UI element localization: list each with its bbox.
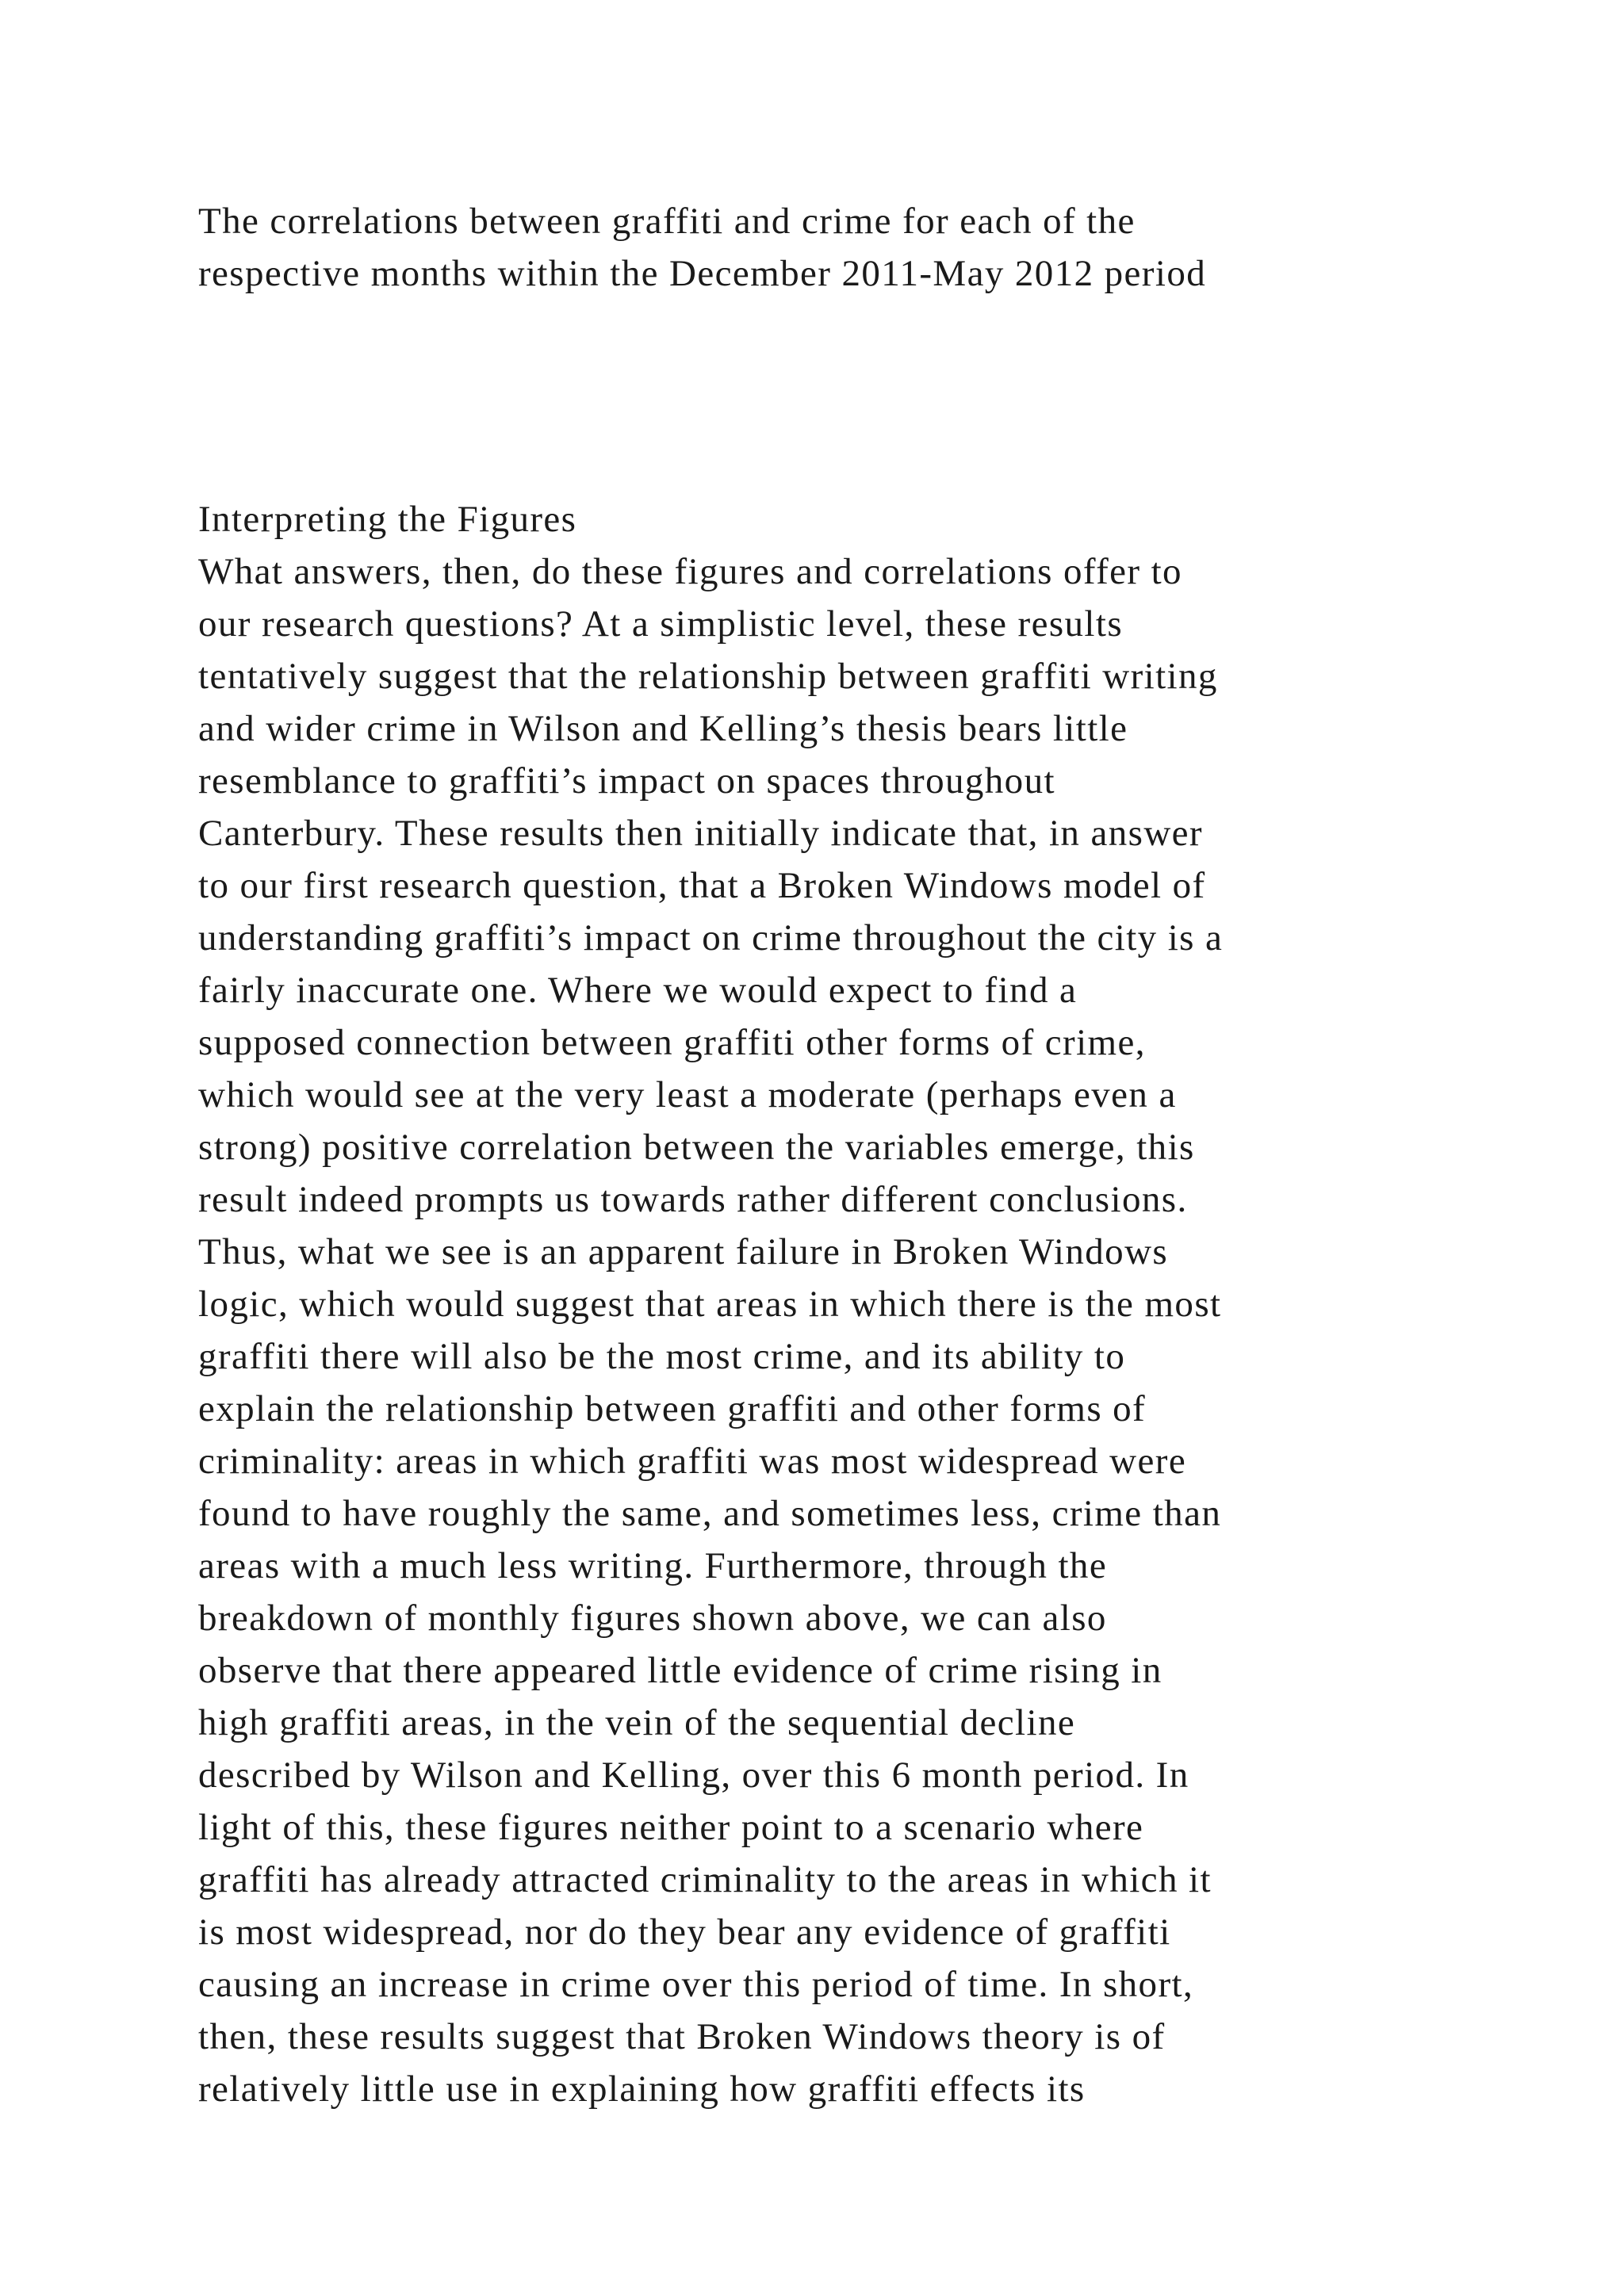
paragraph-line: explain the relationship between graffiti and other forms of xyxy=(198,1388,1147,1429)
paragraph-line: then, these results suggest that Broken Windows theory is of xyxy=(198,2016,1166,2057)
paragraph-line: light of this, these figures neither point to a scenario where xyxy=(198,1807,1144,1848)
paragraph-line: causing an increase in crime over this period of time. In short, xyxy=(198,1964,1194,2005)
paragraph-line: relatively little use in explaining how graffiti effects its xyxy=(198,2068,1086,2110)
paragraph-line: result indeed prompts us towards rather different conclusions. xyxy=(198,1179,1188,1220)
section-interpreting-figures xyxy=(198,493,1499,2115)
paragraph-line: Thus, what we see is an apparent failure in Broken Windows xyxy=(198,1231,1169,1272)
paragraph-line: our research questions? At a simplistic level, these results xyxy=(198,603,1124,645)
paragraph-line: described by Wilson and Kelling, over this 6 month period. In xyxy=(198,1755,1189,1796)
paragraph-line: high graffiti areas, in the vein of the sequential decline xyxy=(198,1702,1076,1743)
paragraph-line: to our first research question, that a Broken Windows model of xyxy=(198,865,1206,906)
paragraph-line: is most widespread, nor do they bear any evidence of graffiti xyxy=(198,1911,1171,1953)
paragraph-line: logic, which would suggest that areas in which there is the most xyxy=(198,1284,1222,1325)
paragraph-line: What answers, then, do these figures and correlations offer to xyxy=(198,551,1182,592)
paragraph-line: strong) positive correlation between the variables emerge, this xyxy=(198,1127,1195,1168)
caption-line: The correlations between graffiti and crime for each of the xyxy=(198,201,1136,242)
paragraph-line: Canterbury. These results then initially indicate that, in answer xyxy=(198,813,1203,854)
paragraph-line: breakdown of monthly figures shown above, we can also xyxy=(198,1598,1107,1639)
paragraph-line: resemblance to graffiti’s impact on spaces throughout xyxy=(198,760,1055,802)
paragraph-line: supposed connection between graffiti other forms of crime, xyxy=(198,1022,1146,1063)
paragraph-line: fairly inaccurate one. Where we would expect to find a xyxy=(198,970,1078,1011)
body-paragraph xyxy=(198,545,1499,2115)
paragraph-line: criminality: areas in which graffiti was most widespread were xyxy=(198,1441,1187,1482)
paragraph-line: tentatively suggest that the relationship between graffiti writing xyxy=(198,656,1218,697)
caption-line: respective months within the December 2011-May 2012 period xyxy=(198,253,1207,294)
paragraph-line: found to have roughly the same, and sometimes less, crime than xyxy=(198,1493,1222,1534)
section-heading: Interpreting the Figures xyxy=(198,499,577,540)
paragraph-line: and wider crime in Wilson and Kelling’s thesis bears little xyxy=(198,708,1128,749)
paragraph-line: which would see at the very least a moderate (perhaps even a xyxy=(198,1074,1177,1115)
paragraph-line: areas with a much less writing. Furthermore, through the xyxy=(198,1545,1108,1586)
paragraph-line: graffiti there will also be the most crime, and its ability to xyxy=(198,1336,1126,1377)
figure-caption xyxy=(198,195,1499,300)
paragraph-line: understanding graffiti’s impact on crime throughout the city is a xyxy=(198,917,1224,959)
paragraph-line: graffiti has already attracted criminality to the areas in which it xyxy=(198,1859,1212,1900)
paragraph-line: observe that there appeared little evidence of crime rising in xyxy=(198,1650,1162,1691)
